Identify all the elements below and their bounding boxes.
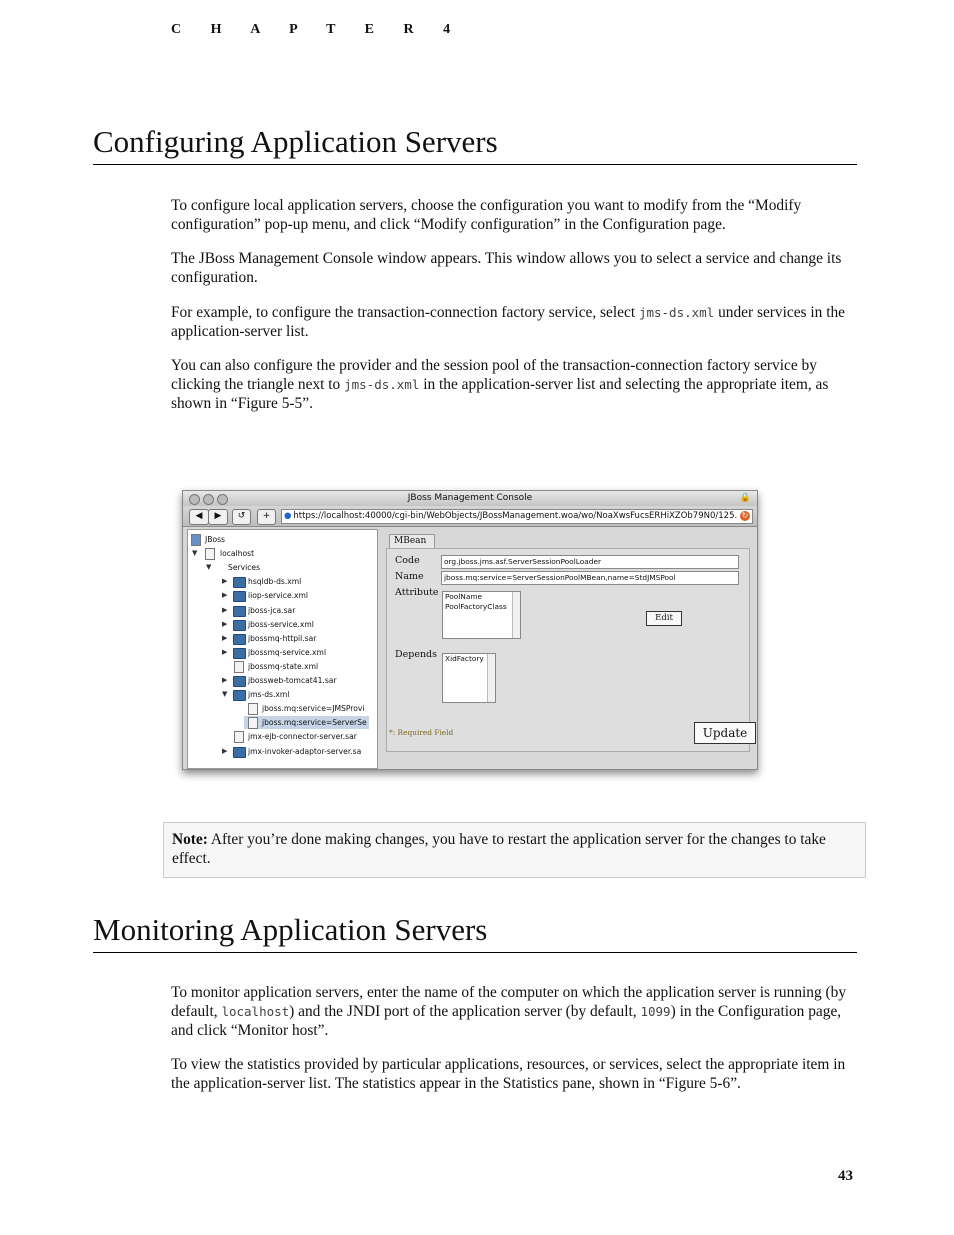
- attribute-label: Attribute: [395, 587, 439, 598]
- forward-button[interactable]: ▶: [208, 509, 228, 525]
- code-field[interactable]: org.jboss.jms.asf.ServerSessionPoolLoader: [441, 555, 739, 569]
- document-icon: [248, 717, 258, 729]
- required-field-note: *: Required Field: [389, 728, 454, 737]
- add-bookmark-button[interactable]: +: [257, 509, 276, 525]
- jboss-icon: [191, 534, 201, 546]
- tree-host[interactable]: localhost: [220, 549, 255, 559]
- note-box: [163, 822, 866, 878]
- title-bar: [183, 491, 757, 506]
- update-button[interactable]: Update: [694, 722, 756, 744]
- tree-item[interactable]: iiop-service.xml: [248, 591, 309, 601]
- collapsed-triangle-icon[interactable]: ▶: [222, 591, 228, 600]
- document-icon: [234, 661, 244, 673]
- code-jms-ds: jms-ds.xml: [344, 377, 420, 392]
- code-port: 1099: [640, 1004, 671, 1019]
- document-icon: [248, 703, 258, 715]
- paragraph: To configure local application servers, choose the configuration you want to modify from the “Modify configuration” pop-up menu, and click “Modify configuration” in the Configuration page.: [171, 197, 802, 233]
- tree-item[interactable]: jbossmq-state.xml: [248, 661, 319, 671]
- tree-item[interactable]: jbossweb-tomcat41.sar: [248, 676, 337, 685]
- tree-item[interactable]: jbossmq-httpil.sar: [248, 633, 317, 643]
- code-label: Code: [395, 555, 420, 566]
- service-icon: [233, 690, 246, 701]
- browser-toolbar: [183, 506, 757, 527]
- expanded-triangle-icon[interactable]: ▼: [206, 563, 212, 572]
- mbean-panel: [381, 531, 753, 766]
- attribute-list[interactable]: [442, 591, 521, 639]
- tree-item[interactable]: jbossmq-service.xml: [248, 647, 327, 657]
- section-title-monitoring: Monitoring Application Servers: [93, 912, 857, 953]
- globe-icon: ●: [284, 511, 292, 521]
- list-item[interactable]: PoolFactoryClass: [445, 602, 507, 611]
- collapsed-triangle-icon[interactable]: ▶: [222, 746, 228, 755]
- stop-icon[interactable]: ↻: [741, 511, 749, 520]
- note-label: Note:: [172, 831, 208, 848]
- tree-child-item[interactable]: jboss.mq:service=JMSProvi: [262, 704, 365, 714]
- code-localhost: localhost: [221, 1004, 290, 1019]
- tree-root[interactable]: JBoss: [205, 535, 226, 544]
- tree-item[interactable]: jboss-jca.sar: [248, 605, 296, 615]
- form-footer: [386, 718, 748, 750]
- list-item[interactable]: XidFactory: [445, 654, 484, 663]
- name-field[interactable]: jboss.mq:service=ServerSessionPoolMBean,name=StdJMSPool: [441, 571, 739, 585]
- attribute-scrollbar[interactable]: [512, 592, 520, 638]
- collapsed-triangle-icon[interactable]: ▶: [222, 647, 228, 656]
- url-text: https://localhost:40000/cgi-bin/WebObjects/JBossManagement.woa/wo/NoaXwsFucsERHiXZOb79N0/125.: [293, 511, 738, 521]
- name-label: Name: [395, 571, 424, 582]
- document-icon: [234, 731, 244, 743]
- expanded-triangle-icon[interactable]: ▼: [222, 690, 228, 699]
- collapsed-triangle-icon[interactable]: ▶: [222, 605, 228, 614]
- jboss-console-window: [182, 490, 758, 770]
- code-jms-ds: jms-ds.xml: [638, 305, 715, 320]
- collapsed-triangle-icon[interactable]: ▶: [222, 619, 228, 628]
- service-icon: [233, 747, 246, 758]
- service-icon: [233, 648, 246, 659]
- service-icon: [233, 577, 246, 588]
- service-icon: [233, 606, 246, 617]
- edit-button[interactable]: Edit: [646, 611, 682, 626]
- depends-label: Depends: [395, 649, 438, 660]
- section-title-configuring: Configuring Application Servers: [93, 124, 857, 165]
- paragraph: You can also configure the provider and the session pool of the transaction-connection factory service by clicking the triangle next to jms-ds.xml in the application-server list and selecting the appropriate item, as shown in “Figure 5-5”.: [171, 357, 829, 412]
- tree-item[interactable]: hsqldb-ds.xml: [248, 577, 302, 587]
- chapter-label: C H A P T E R 4: [171, 22, 464, 37]
- collapsed-triangle-icon[interactable]: ▶: [222, 676, 228, 684]
- paragraph: To monitor application servers, enter the name of the computer on which the application server is running (by default, localhost) and the JNDI port of the application server (by default, 1099) in the Configuration page, and click “Monitor host”.: [171, 984, 847, 1039]
- tree-child-item[interactable]: jboss.mq:service=ServerSe: [262, 718, 367, 728]
- note-text: After you’re done making changes, you have to restart the application server for the changes to take effect.: [172, 831, 826, 867]
- tree-item[interactable]: jboss-service.xml: [248, 619, 314, 629]
- paragraph: The JBoss Management Console window appears. This window allows you to select a service and change its configuration.: [171, 250, 842, 286]
- expanded-triangle-icon[interactable]: ▼: [192, 549, 198, 558]
- depends-list[interactable]: [442, 653, 496, 703]
- back-button[interactable]: ◀: [189, 509, 209, 525]
- tab-mbean[interactable]: MBean: [389, 534, 435, 548]
- collapsed-triangle-icon[interactable]: ▶: [222, 633, 228, 642]
- paragraph: To view the statistics provided by particular applications, resources, or services, select the appropriate item in the application-server list. The statistics appear in the Statistics pane, shown in “Figure 5-6”.: [171, 1056, 846, 1092]
- page-number: 43: [838, 1168, 853, 1184]
- paragraph: For example, to configure the transaction-connection factory service, select jms-ds.xml under services in the application-server list.: [171, 304, 845, 340]
- service-icon: [233, 591, 246, 602]
- service-icon: [233, 676, 246, 687]
- collapsed-triangle-icon[interactable]: ▶: [222, 577, 228, 586]
- tree-group[interactable]: Services: [228, 563, 261, 573]
- tree-item[interactable]: jms-ds.xml: [248, 690, 290, 700]
- reload-button[interactable]: ↺: [232, 509, 251, 525]
- service-icon: [233, 620, 246, 631]
- lock-icon: 🔒: [739, 493, 751, 503]
- url-field[interactable]: [281, 509, 753, 524]
- service-icon: [233, 634, 246, 645]
- server-icon: [205, 548, 215, 560]
- application-server-tree: [187, 529, 378, 769]
- window-title: JBoss Management Console: [407, 493, 533, 503]
- tree-item[interactable]: jmx-ejb-connector-server.sar: [248, 732, 357, 742]
- list-item[interactable]: PoolName: [445, 592, 483, 601]
- tree-item[interactable]: jmx-invoker-adaptor-server.sa: [248, 746, 362, 756]
- depends-scrollbar[interactable]: [487, 654, 495, 702]
